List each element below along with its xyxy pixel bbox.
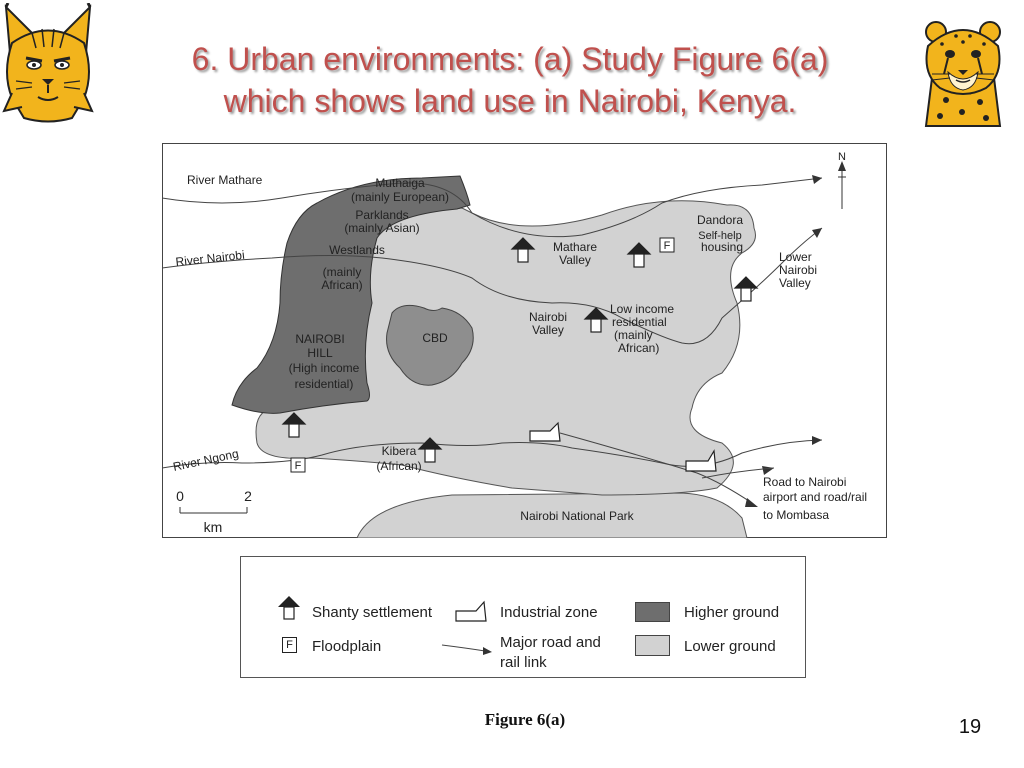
land-use-map (162, 143, 887, 538)
label-parklands-note: (mainly Asian) (344, 221, 420, 235)
label-river-ngong: River Ngong (171, 446, 240, 474)
label-low-income-4: African) (618, 341, 660, 355)
label-nairobi-hill-4: residential) (294, 377, 354, 391)
legend-lower-ground-swatch (635, 635, 670, 656)
slide-title: 6. Urban environments: (a) Study Figure 6(a) which shows land use in Nairobi, Kenya. (191, 41, 829, 119)
lynx-mascot-icon (2, 3, 94, 123)
label-nairobi-valley-1: Nairobi (528, 310, 568, 324)
label-muthaiga-note: (mainly European) (350, 190, 450, 204)
label-westlands-note-1: (mainly (322, 265, 362, 279)
label-parklands: Parklands (355, 208, 409, 222)
scale-end: 2 (244, 488, 252, 504)
figure-caption: Figure 6(a) (484, 710, 566, 729)
industrial-zone-icon (454, 599, 488, 623)
label-river-mathare: River Mathare (187, 173, 263, 187)
legend-higher-ground-swatch (635, 602, 670, 622)
label-kibera-2: (African) (376, 459, 422, 473)
label-road-3: to Mombasa (763, 508, 830, 522)
label-river-nairobi: River Nairobi (174, 247, 246, 269)
major-road-icon (441, 642, 493, 656)
label-nairobi-valley-2: Valley (532, 323, 564, 337)
label-muthaiga: Muthaiga (375, 176, 425, 190)
label-mathare-valley-2: Valley (559, 253, 591, 267)
label-cbd: CBD (422, 331, 448, 345)
shanty-settlement-icon (277, 595, 301, 621)
label-nairobi-hill-1: NAIROBI (295, 332, 345, 346)
label-national-park: Nairobi National Park (520, 509, 634, 523)
legend-shanty-label: Shanty settlement (312, 604, 433, 621)
label-lower-nairobi-2: Nairobi (779, 263, 818, 277)
floodplain-icon (660, 238, 674, 252)
page-number: 19 (958, 716, 982, 738)
label-westlands: Westlands (329, 243, 385, 257)
legend-industrial-label: Industrial zone (500, 604, 598, 621)
label-self-help-1: Self-help (698, 230, 742, 242)
scale-start: 0 (176, 488, 184, 504)
label-lower-nairobi-3: Valley (779, 276, 811, 290)
label-self-help-2: housing (700, 240, 744, 254)
label-westlands-note-2: African) (321, 278, 363, 292)
label-low-income-1: Low income (610, 302, 675, 316)
label-lower-nairobi-1: Lower (779, 250, 812, 264)
label-low-income-2: residential (612, 315, 667, 329)
legend-higher-ground-label: Higher ground (684, 604, 780, 621)
label-road-1: Road to Nairobi (763, 475, 847, 489)
floodplain-mark-dandora: F (663, 240, 671, 252)
floodplain-icon: F (282, 637, 297, 653)
floodplain-icon (291, 458, 305, 472)
legend-road-label-1: Major road and (500, 634, 601, 651)
legend-lower-ground-label: Lower ground (684, 638, 776, 655)
legend-floodplain-label: Floodplain (312, 638, 382, 655)
label-kibera-1: Kibera (381, 444, 417, 458)
north-label: N (838, 151, 846, 163)
legend-road-label-2: rail link (500, 654, 547, 671)
label-road-2: airport and road/rail (763, 490, 868, 504)
label-low-income-3: (mainly (614, 328, 653, 342)
map-legend (240, 556, 806, 678)
floodplain-mark-kibera: F (294, 460, 302, 472)
label-dandora: Dandora (696, 213, 744, 227)
cheetah-mascot-icon (920, 16, 1006, 128)
label-nairobi-hill-2: HILL (307, 346, 333, 360)
label-nairobi-hill-3: (High income (288, 361, 360, 375)
label-mathare-valley-1: Mathare (552, 240, 598, 254)
scale-unit: km (203, 519, 223, 535)
